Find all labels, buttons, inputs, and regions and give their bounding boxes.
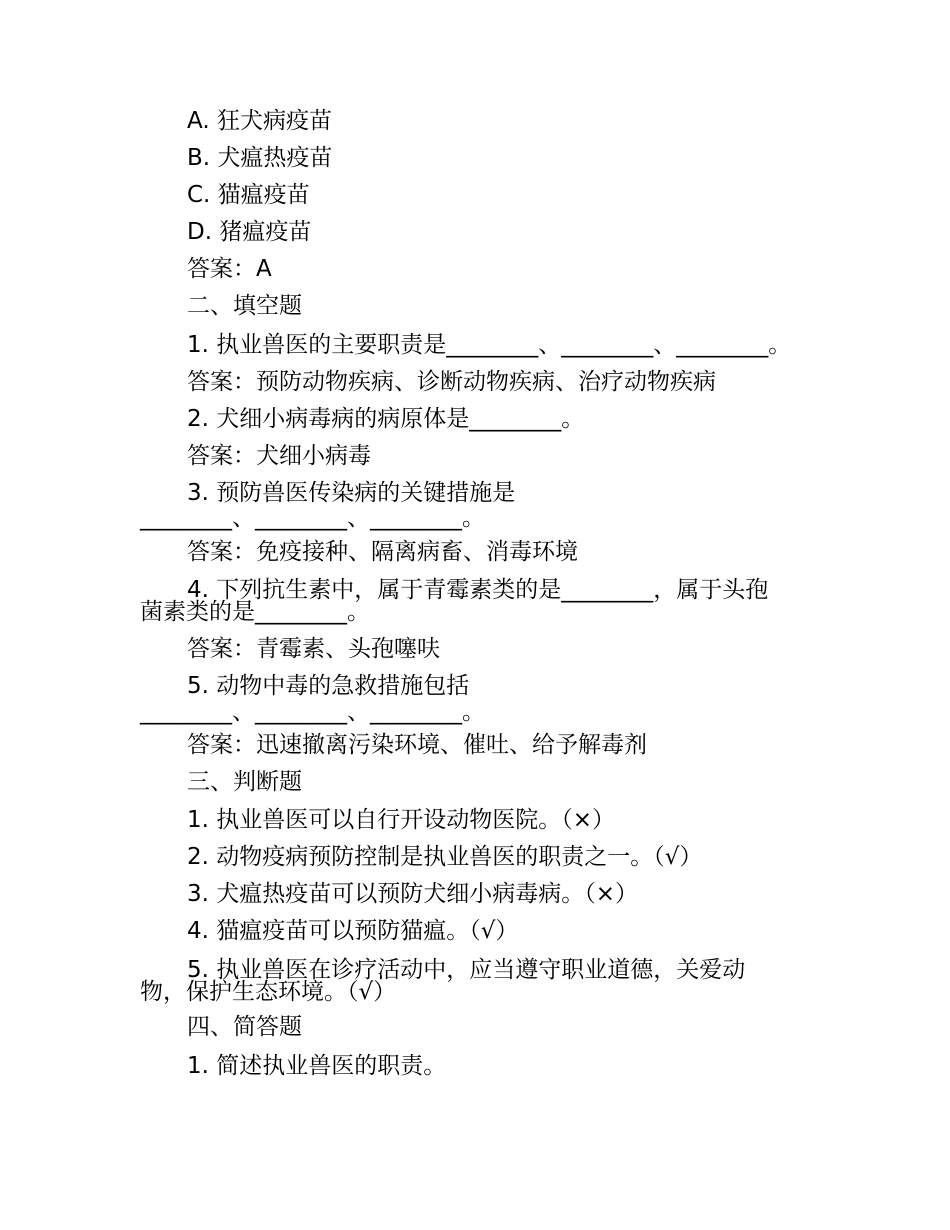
question-line: 4. 下列抗生素中，属于青霉素类的是________，属于头孢: [187, 577, 769, 603]
question-line: 3. 预防兽医传染病的关键措施是: [187, 480, 516, 506]
answer-line: 答案：青霉素、头孢噻呋: [187, 636, 440, 662]
answer-line: 答案：迅速撤离污染环境、催吐、给予解毒剂: [187, 732, 647, 758]
statement-line: 3. 犬瘟热疫苗可以预防犬细小病毒病。（×）: [187, 881, 639, 907]
question-continuation: 菌素类的是________。: [140, 599, 370, 625]
question-line: 1. 简述执业兽医的职责。: [187, 1053, 447, 1079]
statement-line: 4. 猫瘟疫苗可以预防猫瘟。（√）: [187, 918, 519, 944]
question-continuation: ________、________、________。: [140, 505, 485, 531]
question-line: 1. 执业兽医的主要职责是________、________、________。: [187, 332, 792, 358]
question-line: 5. 动物中毒的急救措施包括: [187, 673, 470, 699]
answer-line: 答案：预防动物疾病、诊断动物疾病、治疗动物疾病: [187, 369, 716, 395]
statement-continuation: 物，保护生态环境。（√）: [140, 979, 397, 1005]
statement-line: 5. 执业兽医在诊疗活动中，应当遵守职业道德，关爱动: [187, 957, 746, 983]
statement-line: 1. 执业兽医可以自行开设动物医院。（×）: [187, 807, 616, 833]
answer-line: 答案：犬细小病毒: [187, 443, 371, 469]
question-line: 2. 犬细小病毒病的病原体是________。: [187, 406, 585, 432]
answer-line: 答案：A: [187, 256, 272, 282]
option-c: C. 猫瘟疫苗: [187, 182, 310, 208]
option-b: B. 犬瘟热疫苗: [187, 145, 333, 171]
section-heading-true-false: 三、判断题: [187, 769, 302, 795]
answer-line: 答案：免疫接种、隔离病畜、消毒环境: [187, 539, 578, 565]
section-heading-fill-blank: 二、填空题: [187, 293, 302, 319]
option-a: A. 狂犬病疫苗: [187, 108, 332, 134]
option-d: D. 猪瘟疫苗: [187, 219, 312, 245]
question-continuation: ________、________、________。: [140, 699, 485, 725]
section-heading-short-answer: 四、简答题: [187, 1014, 302, 1040]
statement-line: 2. 动物疫病预防控制是执业兽医的职责之一。（√）: [187, 844, 703, 870]
